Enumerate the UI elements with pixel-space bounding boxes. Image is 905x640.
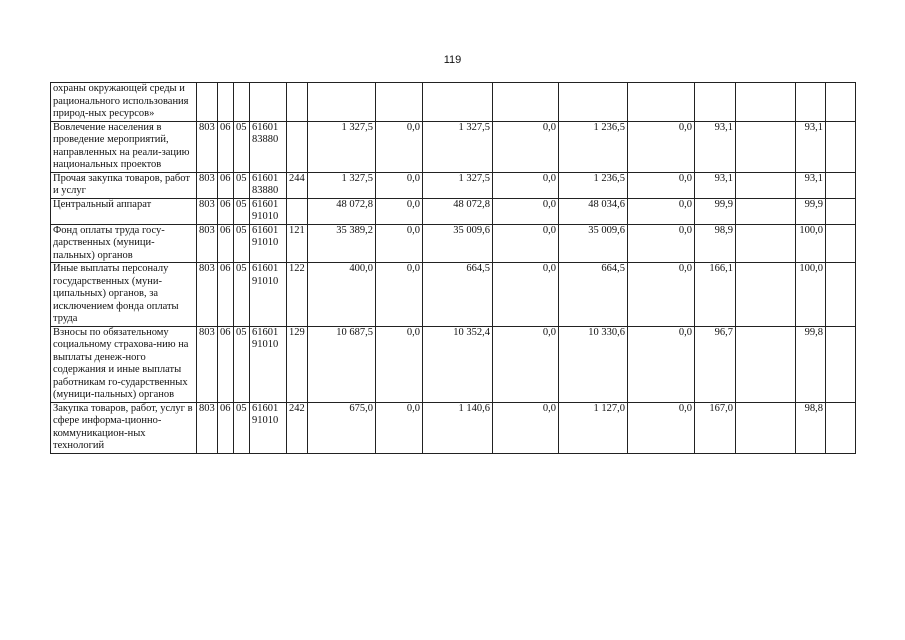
value-cell-5: 48 034,6: [559, 198, 628, 224]
percent-cell-1: 166,1: [695, 263, 736, 327]
target-article-cell: [250, 402, 287, 453]
target-article-part2: 83880: [252, 134, 279, 145]
target-article-cell: [250, 224, 287, 263]
expense-type-cell: [287, 121, 308, 172]
target-article-cell: [250, 198, 287, 224]
value-cell-4: 0,0: [493, 263, 559, 327]
subsection-code-cell: 05: [234, 402, 250, 453]
value-cell-2: 0,0: [376, 198, 423, 224]
value-cell-3: 1 327,5: [423, 172, 493, 198]
ved-code-cell: [197, 83, 218, 122]
value-cell-4: [493, 83, 559, 122]
value-cell-6: 0,0: [628, 198, 695, 224]
section-code-cell: 06: [218, 263, 234, 327]
value-cell-3: 35 009,6: [423, 224, 493, 263]
ved-code-cell: 803: [197, 263, 218, 327]
expense-type-cell: 242: [287, 402, 308, 453]
value-cell-4: 0,0: [493, 224, 559, 263]
empty-cell: [736, 326, 796, 402]
empty-cell: [826, 326, 856, 402]
value-cell-1: [308, 83, 376, 122]
empty-cell: [736, 224, 796, 263]
value-cell-6: 0,0: [628, 402, 695, 453]
value-cell-6: 0,0: [628, 263, 695, 327]
empty-cell: [736, 83, 796, 122]
target-article-cell: [250, 263, 287, 327]
percent-cell-2: [796, 83, 826, 122]
percent-cell-2: 100,0: [796, 263, 826, 327]
empty-cell: [826, 402, 856, 453]
ved-code-cell: 803: [197, 224, 218, 263]
section-code-cell: 06: [218, 121, 234, 172]
percent-cell-2: 93,1: [796, 121, 826, 172]
target-article-part2: 91010: [252, 211, 279, 222]
table-row: [51, 198, 856, 224]
target-article-part2: 91010: [252, 275, 279, 287]
row-name-cell: Вовлечение населения в проведение мероприятий, направленных на реали-зацию национальных проектов: [51, 121, 197, 172]
subsection-code-cell: 05: [234, 172, 250, 198]
value-cell-1: 10 687,5: [308, 326, 376, 402]
target-article-cell: [250, 326, 287, 402]
table-row: [51, 402, 856, 453]
value-cell-3: 1 140,6: [423, 402, 493, 453]
value-cell-1: 1 327,5: [308, 121, 376, 172]
value-cell-5: 10 330,6: [559, 326, 628, 402]
empty-cell: [826, 198, 856, 224]
value-cell-4: 0,0: [493, 402, 559, 453]
value-cell-5: 1 236,5: [559, 121, 628, 172]
value-cell-1: 675,0: [308, 402, 376, 453]
section-code-cell: 06: [218, 172, 234, 198]
ved-code-cell: 803: [197, 402, 218, 453]
row-name-cell: Иные выплаты персоналу государственных (муни-ципальных) органов, за исключением фонда оплаты труда: [51, 263, 197, 327]
target-article-part2: 91010: [252, 415, 279, 426]
value-cell-3: 1 327,5: [423, 121, 493, 172]
ved-code-cell: 803: [197, 121, 218, 172]
value-cell-5: [559, 83, 628, 122]
value-cell-3: [423, 83, 493, 122]
percent-cell-1: [695, 83, 736, 122]
section-code-cell: 06: [218, 402, 234, 453]
target-article-part1: 61601: [252, 402, 279, 414]
target-article-part1: 61601: [252, 326, 279, 338]
value-cell-1: 1 327,5: [308, 172, 376, 198]
table-row: [51, 83, 856, 122]
subsection-code-cell: 05: [234, 326, 250, 402]
empty-cell: [736, 402, 796, 453]
subsection-code-cell: 05: [234, 198, 250, 224]
empty-cell: [826, 224, 856, 263]
value-cell-3: 664,5: [423, 263, 493, 327]
row-name-cell: Закупка товаров, работ, услуг в сфере информа-ционно-коммуникацион-ных технологий: [51, 402, 197, 453]
subsection-code-cell: 05: [234, 121, 250, 172]
percent-cell-2: 100,0: [796, 224, 826, 263]
value-cell-5: 664,5: [559, 263, 628, 327]
row-name-cell: охраны окружающей среды и рационального использования природ-ных ресурсов»: [51, 83, 197, 122]
value-cell-6: 0,0: [628, 172, 695, 198]
subsection-code-cell: 05: [234, 263, 250, 327]
expense-type-cell: [287, 198, 308, 224]
value-cell-2: 0,0: [376, 172, 423, 198]
expense-type-cell: 122: [287, 263, 308, 327]
value-cell-4: 0,0: [493, 172, 559, 198]
value-cell-4: 0,0: [493, 121, 559, 172]
value-cell-6: [628, 83, 695, 122]
row-name-cell: Взносы по обязательному социальному страхова-нию на выплаты денеж-ного содержания и иные выплаты работникам го-сударственных (муници-пальных) органов: [51, 326, 197, 402]
empty-cell: [736, 121, 796, 172]
value-cell-2: 0,0: [376, 263, 423, 327]
empty-cell: [826, 121, 856, 172]
row-name-cell: Фонд оплаты труда госу-дарственных (муници-пальных) органов: [51, 224, 197, 263]
percent-cell-1: 98,9: [695, 224, 736, 263]
table-row: [51, 224, 856, 263]
table-row: [51, 326, 856, 402]
value-cell-1: 48 072,8: [308, 198, 376, 224]
target-article-cell: [250, 172, 287, 198]
empty-cell: [736, 172, 796, 198]
expense-type-cell: 121: [287, 224, 308, 263]
percent-cell-1: 93,1: [695, 121, 736, 172]
empty-cell: [826, 172, 856, 198]
section-code-cell: 06: [218, 198, 234, 224]
value-cell-4: 0,0: [493, 326, 559, 402]
percent-cell-2: 99,9: [796, 198, 826, 224]
percent-cell-1: 93,1: [695, 172, 736, 198]
ved-code-cell: 803: [197, 198, 218, 224]
value-cell-2: 0,0: [376, 121, 423, 172]
table-row: [51, 172, 856, 198]
expense-type-cell: [287, 83, 308, 122]
value-cell-6: 0,0: [628, 121, 695, 172]
value-cell-4: 0,0: [493, 198, 559, 224]
value-cell-5: 1 236,5: [559, 172, 628, 198]
value-cell-3: 48 072,8: [423, 198, 493, 224]
empty-cell: [826, 83, 856, 122]
percent-cell-1: 167,0: [695, 402, 736, 453]
value-cell-2: 0,0: [376, 224, 423, 263]
expense-type-cell: 129: [287, 326, 308, 402]
percent-cell-1: 99,9: [695, 198, 736, 224]
percent-cell-2: 93,1: [796, 172, 826, 198]
value-cell-2: 0,0: [376, 326, 423, 402]
empty-cell: [736, 263, 796, 327]
target-article-part1: 61601: [252, 198, 279, 210]
empty-cell: [826, 263, 856, 327]
value-cell-5: 1 127,0: [559, 402, 628, 453]
target-article-part1: 61601: [252, 263, 279, 274]
target-article-part1: 61601: [252, 172, 279, 184]
section-code-cell: 06: [218, 326, 234, 402]
target-article-part1: 61601: [252, 121, 279, 133]
subsection-code-cell: [234, 83, 250, 122]
expense-type-cell: 244: [287, 172, 308, 198]
subsection-code-cell: 05: [234, 224, 250, 263]
table-body: [51, 83, 856, 454]
value-cell-2: 0,0: [376, 402, 423, 453]
value-cell-1: 400,0: [308, 263, 376, 327]
page-number: 119: [443, 54, 462, 66]
target-article-cell: [250, 121, 287, 172]
row-name-cell: Прочая закупка товаров, работ и услуг: [51, 172, 197, 198]
ved-code-cell: 803: [197, 326, 218, 402]
percent-cell-2: 98,8: [796, 402, 826, 453]
value-cell-5: 35 009,6: [559, 224, 628, 263]
target-article-part2: 83880: [252, 185, 279, 196]
target-article-part2: 91010: [252, 237, 279, 248]
section-code-cell: [218, 83, 234, 122]
value-cell-6: 0,0: [628, 224, 695, 263]
value-cell-2: [376, 83, 423, 122]
value-cell-3: 10 352,4: [423, 326, 493, 402]
table-row: [51, 263, 856, 327]
target-article-cell: [250, 83, 287, 122]
percent-cell-1: 96,7: [695, 326, 736, 402]
empty-cell: [736, 198, 796, 224]
section-code-cell: 06: [218, 224, 234, 263]
value-cell-1: 35 389,2: [308, 224, 376, 263]
target-article-part1: 61601: [252, 224, 279, 236]
row-name-cell: Центральный аппарат: [51, 198, 197, 224]
budget-table: [50, 82, 856, 454]
target-article-part2: 91010: [252, 339, 279, 350]
table-row: [51, 121, 856, 172]
ved-code-cell: 803: [197, 172, 218, 198]
value-cell-6: 0,0: [628, 326, 695, 402]
percent-cell-2: 99,8: [796, 326, 826, 402]
